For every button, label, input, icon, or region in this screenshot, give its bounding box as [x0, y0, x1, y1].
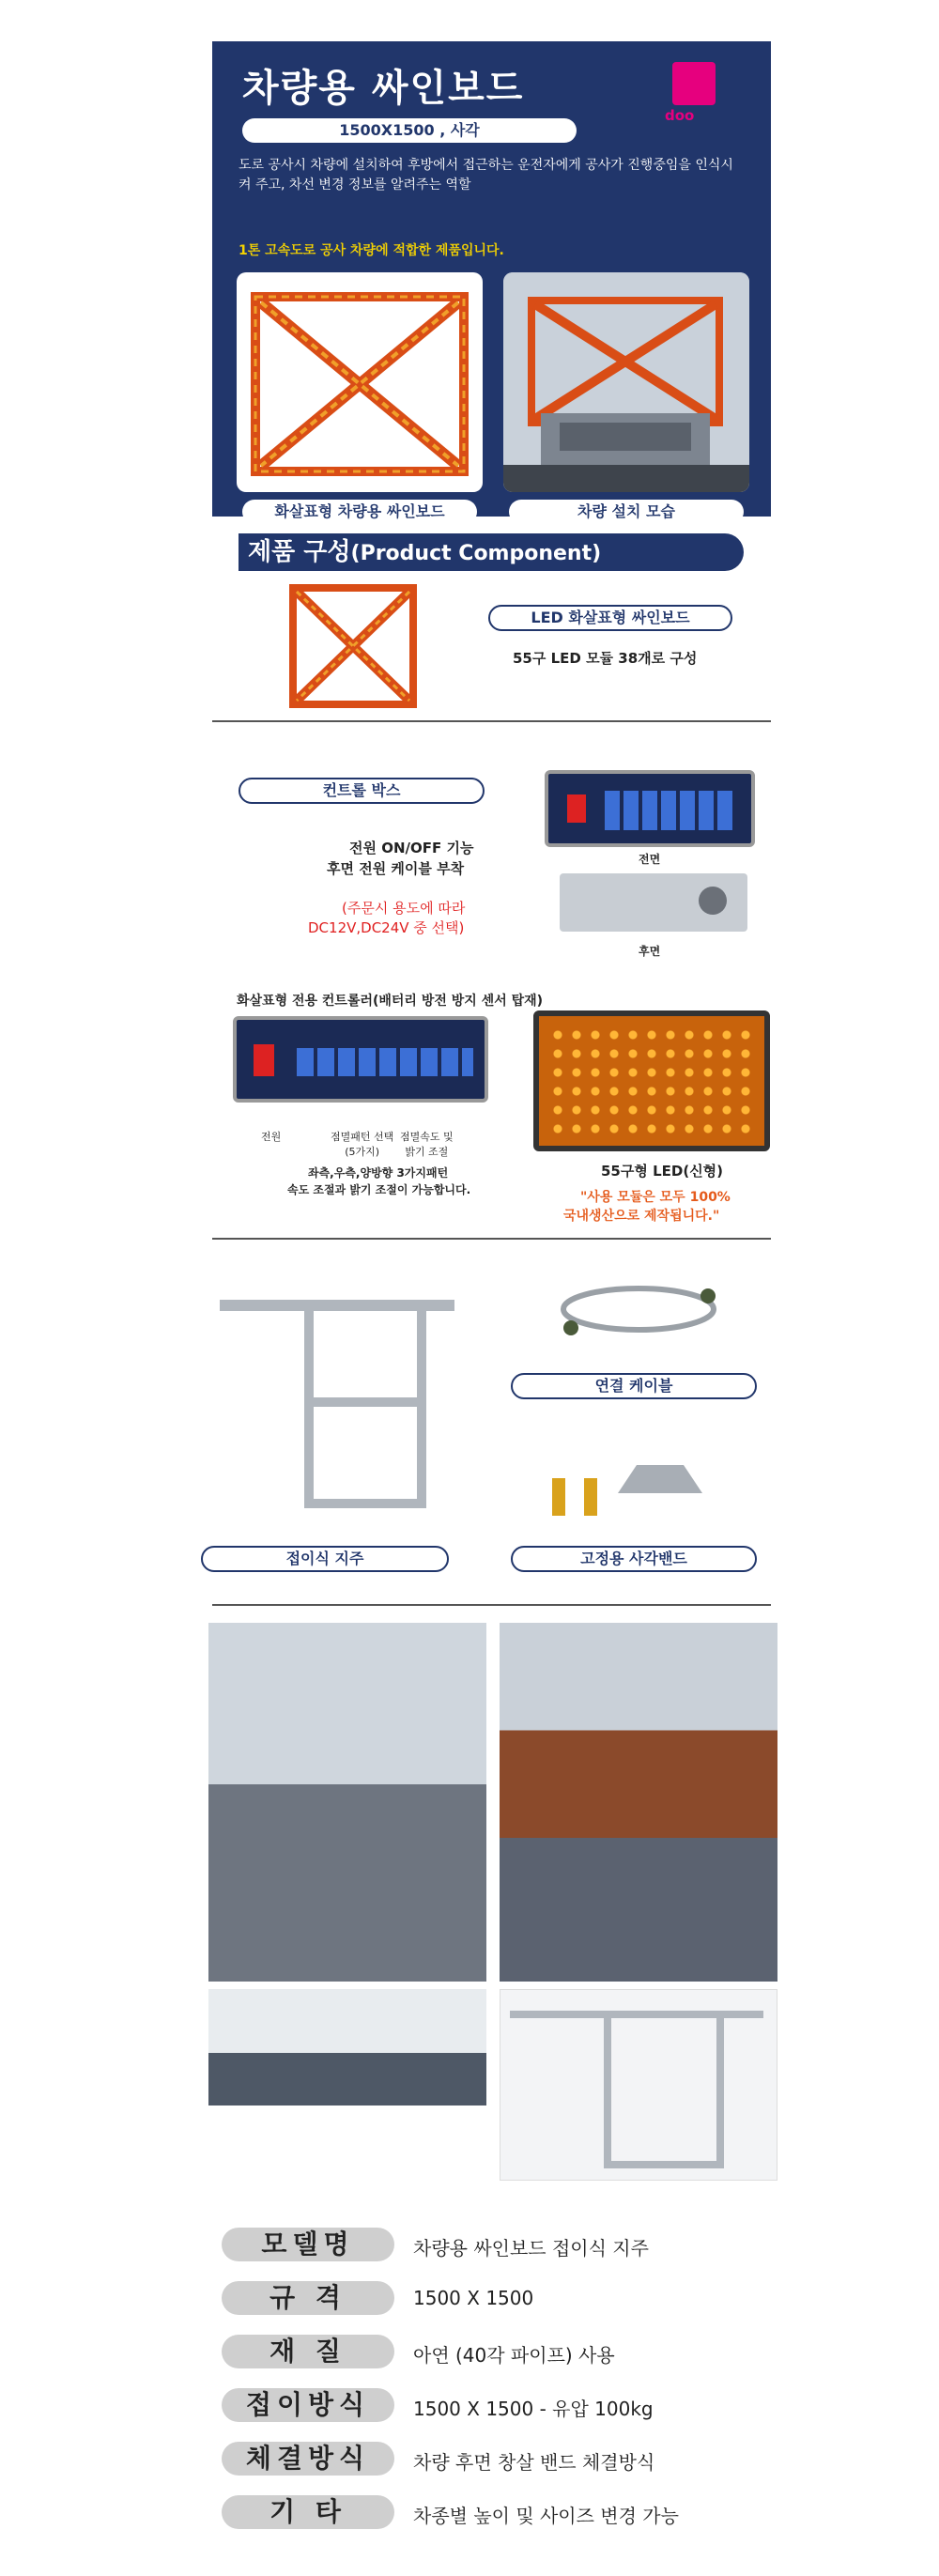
install-photo-4 [500, 1989, 777, 2181]
folding-pole-label: 접이식 지주 [201, 1546, 449, 1572]
hero-banner [212, 41, 771, 520]
spec-value-fastening: 차량 후면 창살 밴드 체결방식 [413, 2451, 655, 2474]
controller-callout-pattern: 점멸패턴 선택 (5가지) [331, 1131, 394, 1158]
install-photo-2 [500, 1623, 777, 1982]
control-box-desc-1: 전원 ON/OFF 기능 [349, 840, 474, 856]
hero-spec-pill: 1500X1500 , 사각 [242, 118, 577, 143]
led-board-thumbnail [287, 582, 419, 710]
control-box-note-1: (주문시 용도에 따라 [342, 900, 466, 917]
controller-note-2: 속도 조절과 밝기 조절이 가능합니다. [287, 1183, 471, 1196]
section-title-ko: 제품 구성 [248, 538, 351, 566]
spec-value-size: 1500 X 1500 [413, 2287, 534, 2309]
spec-label-etc: 기 타 [222, 2495, 394, 2529]
folding-pole-illustration [220, 1266, 473, 1519]
spec-value-folding: 1500 X 1500 - 유압 100kg [413, 2398, 654, 2420]
truck-installation-image [503, 272, 749, 492]
led-board-description: 55구 LED 모듈 38개로 구성 [513, 650, 698, 667]
spec-label-material: 재 질 [222, 2335, 394, 2368]
led-module-image [533, 1010, 770, 1151]
led-board-illustration [287, 582, 419, 710]
control-box-desc-2: 후면 전원 케이블 부착 [327, 860, 465, 877]
hero-description: 도로 공사시 차량에 설치하여 후방에서 접근하는 운전자에게 공사가 진행중임을 인식시켜 주고, 차선 변경 정보를 알려주는 역할 [239, 158, 733, 193]
control-box-front-image [545, 770, 755, 847]
power-switch-icon [567, 794, 586, 823]
control-buttons-icon [605, 791, 736, 830]
control-box-label: 컨트롤 박스 [239, 778, 485, 804]
controller-title: 화살표형 전용 컨트롤러(배터리 방전 방지 센서 탑재) [237, 994, 544, 1009]
divider [212, 1238, 771, 1240]
pole-photo-illustration [500, 1990, 777, 2180]
control-box-rear-image [560, 873, 747, 932]
sign-board-illustration [237, 272, 483, 492]
led-module-label: 55구형 LED(신형) [601, 1163, 724, 1180]
control-box-rear-label: 후면 [639, 945, 661, 958]
section-title-en: (Product Component) [350, 542, 602, 565]
controller-power-icon [254, 1044, 274, 1076]
hero-note: 1톤 고속도로 공사 차량에 적합한 제품입니다. [239, 243, 504, 258]
controller-callout-speed: 점멸속도 및 밝기 조절 [400, 1131, 454, 1158]
brand-logo [672, 62, 716, 105]
sign-board-image [237, 272, 483, 492]
controller-image [233, 1016, 488, 1103]
cable-label: 연결 케이블 [511, 1373, 757, 1399]
control-box-front-label: 전면 [639, 853, 661, 866]
band-label: 고정용 사각밴드 [511, 1546, 757, 1572]
led-module-note-1: "사용 모듈은 모두 100% [580, 1190, 731, 1205]
controller-note-1: 좌측,우측,양방향 3가지패턴 [308, 1166, 449, 1180]
spec-label-fastening: 체결방식 [222, 2442, 394, 2476]
sign-board-caption: 화살표형 차량용 싸인보드 [242, 500, 477, 524]
controller-buttons-icon [297, 1048, 473, 1076]
cable-image [556, 1277, 721, 1341]
band-image [543, 1446, 712, 1521]
led-module-note-2: 국내생산으로 제작됩니다." [563, 1209, 720, 1224]
spec-value-etc: 차종별 높이 및 사이즈 변경 가능 [413, 2505, 679, 2527]
spec-label-size: 규 격 [222, 2281, 394, 2315]
band-illustration [543, 1446, 712, 1521]
divider [212, 1604, 771, 1606]
spec-label-folding: 접이방식 [222, 2388, 394, 2422]
spec-label-model: 모델명 [222, 2228, 394, 2261]
section-title-product-component [239, 533, 744, 571]
spec-value-material: 아연 (40각 파이프) 사용 [413, 2344, 615, 2367]
folding-pole-image [220, 1266, 473, 1519]
truck-installation-illustration [503, 272, 749, 492]
controller-callout-power: 전원 [261, 1131, 282, 1143]
install-photo-1 [208, 1623, 486, 1982]
hero-title: 차량용 싸인보드 [242, 67, 525, 110]
led-grid-icon [548, 1026, 755, 1136]
connector-icon [699, 887, 727, 915]
spec-value-model: 차량용 싸인보드 접이식 지주 [413, 2237, 649, 2260]
truck-installation-caption: 차량 설치 모습 [509, 500, 744, 524]
install-photo-3 [208, 1989, 486, 2106]
led-board-label: LED 화살표형 싸인보드 [488, 605, 732, 631]
divider [212, 720, 771, 722]
cable-illustration [556, 1277, 721, 1341]
brand-logo-text: doo [665, 107, 695, 124]
control-box-note-2: DC12V,DC24V 중 선택) [308, 919, 465, 936]
